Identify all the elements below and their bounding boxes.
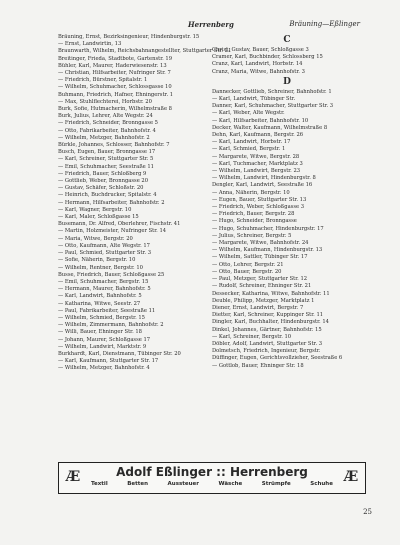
directory-entry: Danner, Karl, Schuhmacher, Stuttgarter Str. 3 (212, 103, 334, 110)
directory-entry: Dinkel, Johannes, Gärtner, Bahnhofstr. 15 (212, 326, 322, 333)
directory-entry: Cranz, Karl, Landwirt, Horbstr. 14 (212, 61, 303, 68)
directory-entry: — Otto, Fabrikarbeiter, Bahnhofstr. 4 (58, 127, 156, 134)
directory-entry: Dessecker, Katharina, Witwe, Bahnhofstr. 11 (212, 290, 330, 297)
directory-entry: Dingler, Karl, Buchhalter, Hindenburgstr. 14 (212, 319, 329, 326)
directory-entry: — Gottlob, Bauer, Ehninger Str. 18 (212, 362, 304, 369)
directory-entry: — Ernst, Landwirtin, 13 (58, 41, 122, 48)
directory-entry: — Christian, Hilfsarbeiter, Nufringer Str. 7 (58, 70, 171, 77)
directory-entry: Cranz, Maria, Witwe, Bahnhofstr. 3 (212, 68, 305, 75)
directory-entry: — Karl, Wagner, Bergstr. 10 (58, 206, 132, 213)
directory-entry: — Karl, Landwirt, Horbstr. 17 (212, 139, 291, 146)
directory-entry: — Paul, Metzger, Stuttgarter Str. 12 (212, 276, 308, 283)
directory-entry: — Karl, Weber, Alte Wegstr. (212, 110, 285, 117)
ad-item: Wäsche (218, 481, 243, 487)
directory-entry: — Wilhelm, Metzger, Bahnhofstr. 4 (58, 365, 150, 372)
directory-entry: Braunwarth, Wilhelm, Reichsbahnangestellter, Stuttgarter Str. 21 (58, 48, 232, 55)
directory-entry: — Karl, Schreiner, Stuttgarter Str. 5 (58, 156, 154, 163)
directory-entry: Dannecker, Gottlieb, Schreiner, Bahnhofstr. 1 (212, 88, 332, 95)
ad-item: Aussteuer (167, 481, 199, 487)
directory-entry: Bräuning, Ernst, Bezirksingenieur, Hindenburgstr. 15 (58, 34, 200, 40)
directory-entry: Burk, Julius, Lehrer, Alte Wegstr. 24 (58, 113, 153, 120)
directory-entry: — Friedrich, Bauer, Bergstr. 28 (212, 211, 295, 218)
monogram-logo-right: Æ (343, 469, 359, 485)
directory-entry: — Margarete, Witwe, Bahnhofstr. 24 (212, 240, 309, 247)
directory-entry: — Maria, Witwe, Bergstr. 20 (58, 235, 133, 242)
directory-entry: — Wilhelm, Sattler, Tübinger Str. 17 (212, 254, 308, 261)
directory-entry: — Wilhelm, Zimmermann, Bahnhofstr. 2 (58, 322, 164, 329)
directory-entry: Döbler, Adolf, Landwirt, Stuttgarter Str. 3 (212, 340, 323, 347)
advertisement-banner (58, 462, 366, 494)
directory-entry: — Willi, Bauer, Ehninger Str. 18 (58, 329, 142, 336)
directory-entry: — Max, Stuhlflechterei, Horbstr. 20 (58, 98, 152, 105)
directory-entry: — Friedrich, Bauer, Schloßberg 9 (58, 170, 147, 177)
directory-entry: — Otto, Lehrer, Bergstr. 21 (212, 261, 284, 268)
directory-entry: — Anna, Näherin, Bergstr. 10 (212, 189, 290, 196)
directory-entry: Decker, Walter, Kaufmann, Wilhelmstraße 8 (212, 124, 328, 131)
directory-entry: Dengler, Karl, Landwirt, Seestraße 16 (212, 182, 313, 189)
directory-entry: — Wilhelm, Kaufmann, Hindenburgstr. 13 (212, 247, 323, 254)
monogram-logo-left: Æ (65, 469, 81, 485)
directory-entry: Diener, Ernst, Landwirt, Bergstr. 7 (212, 304, 304, 311)
directory-entry: — Emil, Schuhmacher, Bergstr. 15 (58, 278, 149, 285)
directory-entry: — Friedrich, Bürstner, Spitalstr. 1 (58, 77, 148, 84)
ad-items (91, 481, 333, 487)
directory-entry: — Gustav, Schäfer, Schloßstr. 20 (58, 185, 144, 192)
directory-entry: — Wilhelm, Landwirt, Marktstr. 9 (58, 343, 147, 350)
directory-entry: — Wilhelm, Rentner, Bergstr. 10 (58, 264, 143, 271)
directory-entry: Bühler, Karl, Maurer, Haderwiesenstr. 13 (58, 62, 167, 69)
directory-entry: Busemann, Dr. Alfred, Oberlehrer, Fischstr. 41 (58, 221, 181, 228)
directory-entry: — Margarete, Witwe, Bergstr. 28 (212, 153, 300, 160)
directory-entry: Dietter, Karl, Schreiner, Kuppinger Str. 11 (212, 312, 324, 319)
ad-item: Schuhe (310, 481, 333, 487)
directory-entry: — Emil, Schuhmacher, Seestraße 11 (58, 163, 154, 170)
ad-item: Strümpfe (261, 481, 291, 487)
directory-entry: — Katharina, Witwe, Seestr. 27 (58, 300, 141, 307)
directory-entry: — Friedrich, Weber, Schloßgasse 3 (212, 204, 305, 211)
directory-entry: — Julius, Schreiner, Bergstr. 5 (212, 232, 292, 239)
directory-entry: — Gottlieb, Weber, Bronngasse 20 (58, 178, 149, 185)
directory-entry: — Eugen, Bauer, Stuttgarter Str. 13 (212, 196, 307, 203)
header-title: Herrenberg (188, 20, 234, 29)
page-number: 25 (363, 508, 372, 516)
directory-entry: Burkhardt, Karl, Dienstmann, Tübinger Str. 20 (58, 350, 181, 357)
directory-entry: — Wilhelm, Landwirt, Bergstr. 23 (212, 168, 301, 175)
directory-entry: — Otto, Bauer, Bergstr. 20 (212, 268, 282, 275)
directory-entry: Breitinger, Frieda, Stadtbote, Gartenstr. 19 (58, 55, 173, 62)
directory-entry: Cramer, Karl, Buchbinder, Schlossberg 15 (212, 54, 323, 61)
advertiser-name: Adolf Eßlinger :: Herrenberg (116, 465, 308, 479)
page-header (60, 20, 360, 34)
directory-entry: — Wilhelm, Schmied, Bergstr. 15 (58, 314, 145, 321)
directory-entry: — Hugo, Schuhmacher, Hindenburgstr. 17 (212, 225, 324, 232)
directory-entry: Busse, Friedrich, Bauer, Schloßgasse 25 (58, 271, 165, 278)
directory-entry: — Hugo, Schneider, Bronngasse (212, 218, 297, 225)
ad-item: Textil (91, 481, 108, 487)
directory-entry: — Friedrich, Schneider, Bronngasse 5 (58, 120, 158, 127)
directory-entry: — Heinrich, Buchdrucker, Spitalstr. 4 (58, 192, 157, 199)
directory-entry: Dolmetsch, Friedrich, Ingenieur, Bergstr. (212, 348, 321, 355)
directory-entry: — Hermann, Hilfsarbeiter, Bahnhofstr. 2 (58, 199, 165, 206)
directory-entry: — Wilhelm, Metzger, Bahnhofstr. 2 (58, 134, 150, 141)
directory-entry: — Karl, Kaufmann, Stuttgarter Str. 17 (58, 358, 159, 365)
directory-entry: — Karl, Maler, Schloßgasse 15 (58, 214, 139, 221)
directory-entry: — Karl, Tuchmacher, Marktplatz 3 (212, 160, 303, 167)
ad-item: Betten (127, 481, 149, 487)
directory-entry: — Karl, Schreiner, Bergstr. 10 (212, 333, 292, 340)
directory-entry: Deuble, Philipp, Metzger, Marktplatz 1 (212, 297, 315, 304)
directory-entry: — Martin, Holzmeister, Nufringer Str. 14 (58, 228, 167, 235)
directory-entry: Buhmann, Friedrich, Hafner, Ehningerstr. 1 (58, 91, 174, 98)
directory-entry: — Paul, Fabrikarbeiter, Seestraße 11 (58, 307, 156, 314)
directory-entry: Düffinger, Eugen, Gerichtsvollzieher, Seestraße 6 (212, 355, 343, 362)
directory-entry: — Karl, Hilfsarbeiter, Bahnhofstr. 10 (212, 117, 309, 124)
section-letter: C (283, 35, 291, 45)
right-column (212, 34, 362, 370)
directory-entry: Burk, Sofie, Hutmacherin, Wilhelmstraße 8 (58, 106, 172, 113)
directory-entry: — Paul, Schmied, Stuttgarter Str. 3 (58, 250, 152, 257)
directory-entry: — Sofie, Näherin, Bergstr. 10 (58, 257, 136, 264)
directory-entry: — Karl, Schmied, Bergstr. 1 (212, 146, 286, 153)
directory-entry: — Otto, Kaufmann, Alte Wegstr. 17 (58, 242, 150, 249)
section-letter: D (283, 76, 291, 87)
directory-entry: Busch, Eugen, Bauer, Bronngasse 17 (58, 149, 156, 156)
directory-entry: — Hermann, Maurer, Bahnhofstr. 5 (58, 286, 151, 293)
directory-entry: — Johann, Maurer, Schloßgasse 17 (58, 336, 151, 343)
header-range: Bräuning—Eßlinger (289, 20, 360, 28)
directory-entry: — Wilhelm, Schuhmacher, Schlossgasse 10 (58, 84, 172, 91)
left-column (58, 34, 232, 373)
directory-entry: — Karl, Landwirt, Tübinger Str. (212, 96, 296, 103)
directory-entry: — Karl, Landwirt, Bahnhofstr. 5 (58, 293, 142, 300)
directory-entry: Dehn, Karl, Kaufmann, Bergstr. 26 (212, 132, 304, 139)
directory-entry: Bürkle, Johannes, Schlosser, Bahnhofstr. 7 (58, 142, 170, 149)
directory-entry: — Rudolf, Schreiner, Ehninger Str. 21 (212, 283, 312, 290)
directory-entry: — Wilhelm, Landwirt, Hindenburgstr. 8 (212, 175, 316, 182)
directory-entry: Christ, Gustav, Bauer, Schloßgasse 3 (212, 47, 309, 53)
